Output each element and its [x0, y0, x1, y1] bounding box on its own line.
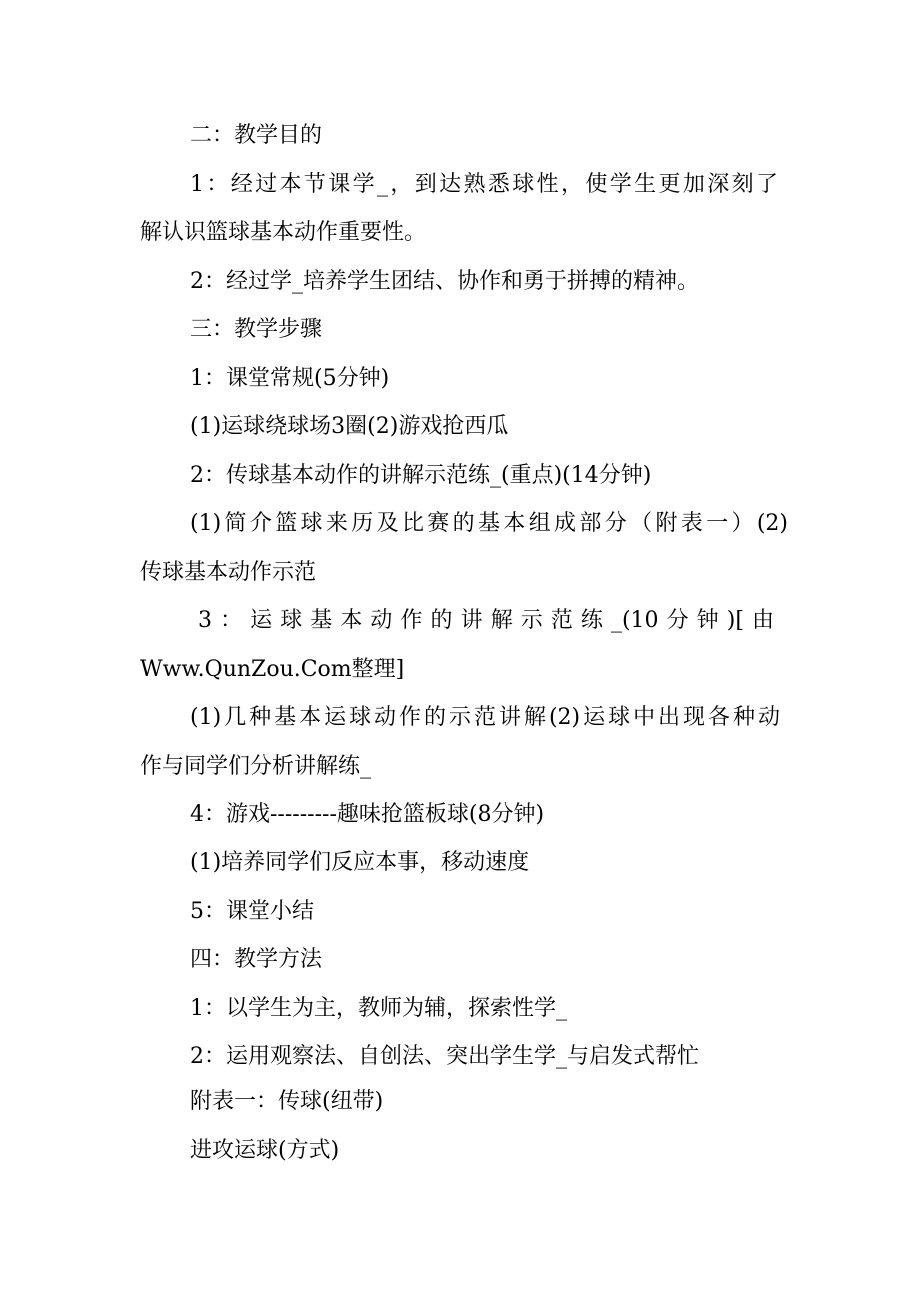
section-heading-teaching-goals: 二：教学目的	[190, 123, 323, 148]
paragraph-line: Www.QunZou.Com整理]	[140, 657, 405, 682]
paragraph-line: 3：运球基本动作的讲解示范练_(10分钟)[由	[198, 608, 774, 633]
paragraph-line: 2：运用观察法、自创法、突出学生学_与启发式帮忙	[190, 1044, 699, 1069]
section-heading-teaching-steps: 三：教学步骤	[190, 317, 323, 342]
paragraph-line: (1)几种基本运球动作的示范讲解(2)运球中出现各种动	[190, 705, 780, 730]
paragraph-line: 传球基本动作示范	[140, 560, 317, 585]
paragraph-line: 2：经过学_培养学生团结、协作和勇于拼搏的精神。	[190, 269, 699, 294]
paragraph-line: 附表一：传球(纽带)	[190, 1089, 384, 1114]
paragraph-line: (1)运球绕球场3圈(2)游戏抢西瓜	[190, 414, 509, 439]
paragraph-line: 1：经过本节课学_，到达熟悉球性，使学生更加深刻了	[190, 172, 778, 197]
paragraph-line: 进攻运球(方式)	[190, 1138, 340, 1163]
paragraph-line: 1：课堂常规(5分钟)	[190, 366, 390, 391]
section-heading-teaching-methods: 四：教学方法	[190, 947, 323, 972]
paragraph-line: 解认识篮球基本动作重要性。	[140, 220, 427, 245]
paragraph-line: (1)培养同学们反应本事，移动速度	[190, 850, 530, 875]
paragraph-line: (1)简介篮球来历及比赛的基本组成部分（附表一）(2)	[190, 511, 788, 536]
paragraph-line: 1：以学生为主，教师为辅，探索性学_	[190, 996, 567, 1021]
paragraph-line: 2：传球基本动作的讲解示范练_(重点)(14分钟)	[190, 463, 652, 488]
paragraph-line: 5：课堂小结	[190, 899, 314, 924]
paragraph-line: 作与同学们分析讲解练_	[140, 754, 372, 779]
paragraph-line: 4：游戏---------趣味抢篮板球(8分钟)	[190, 802, 545, 827]
